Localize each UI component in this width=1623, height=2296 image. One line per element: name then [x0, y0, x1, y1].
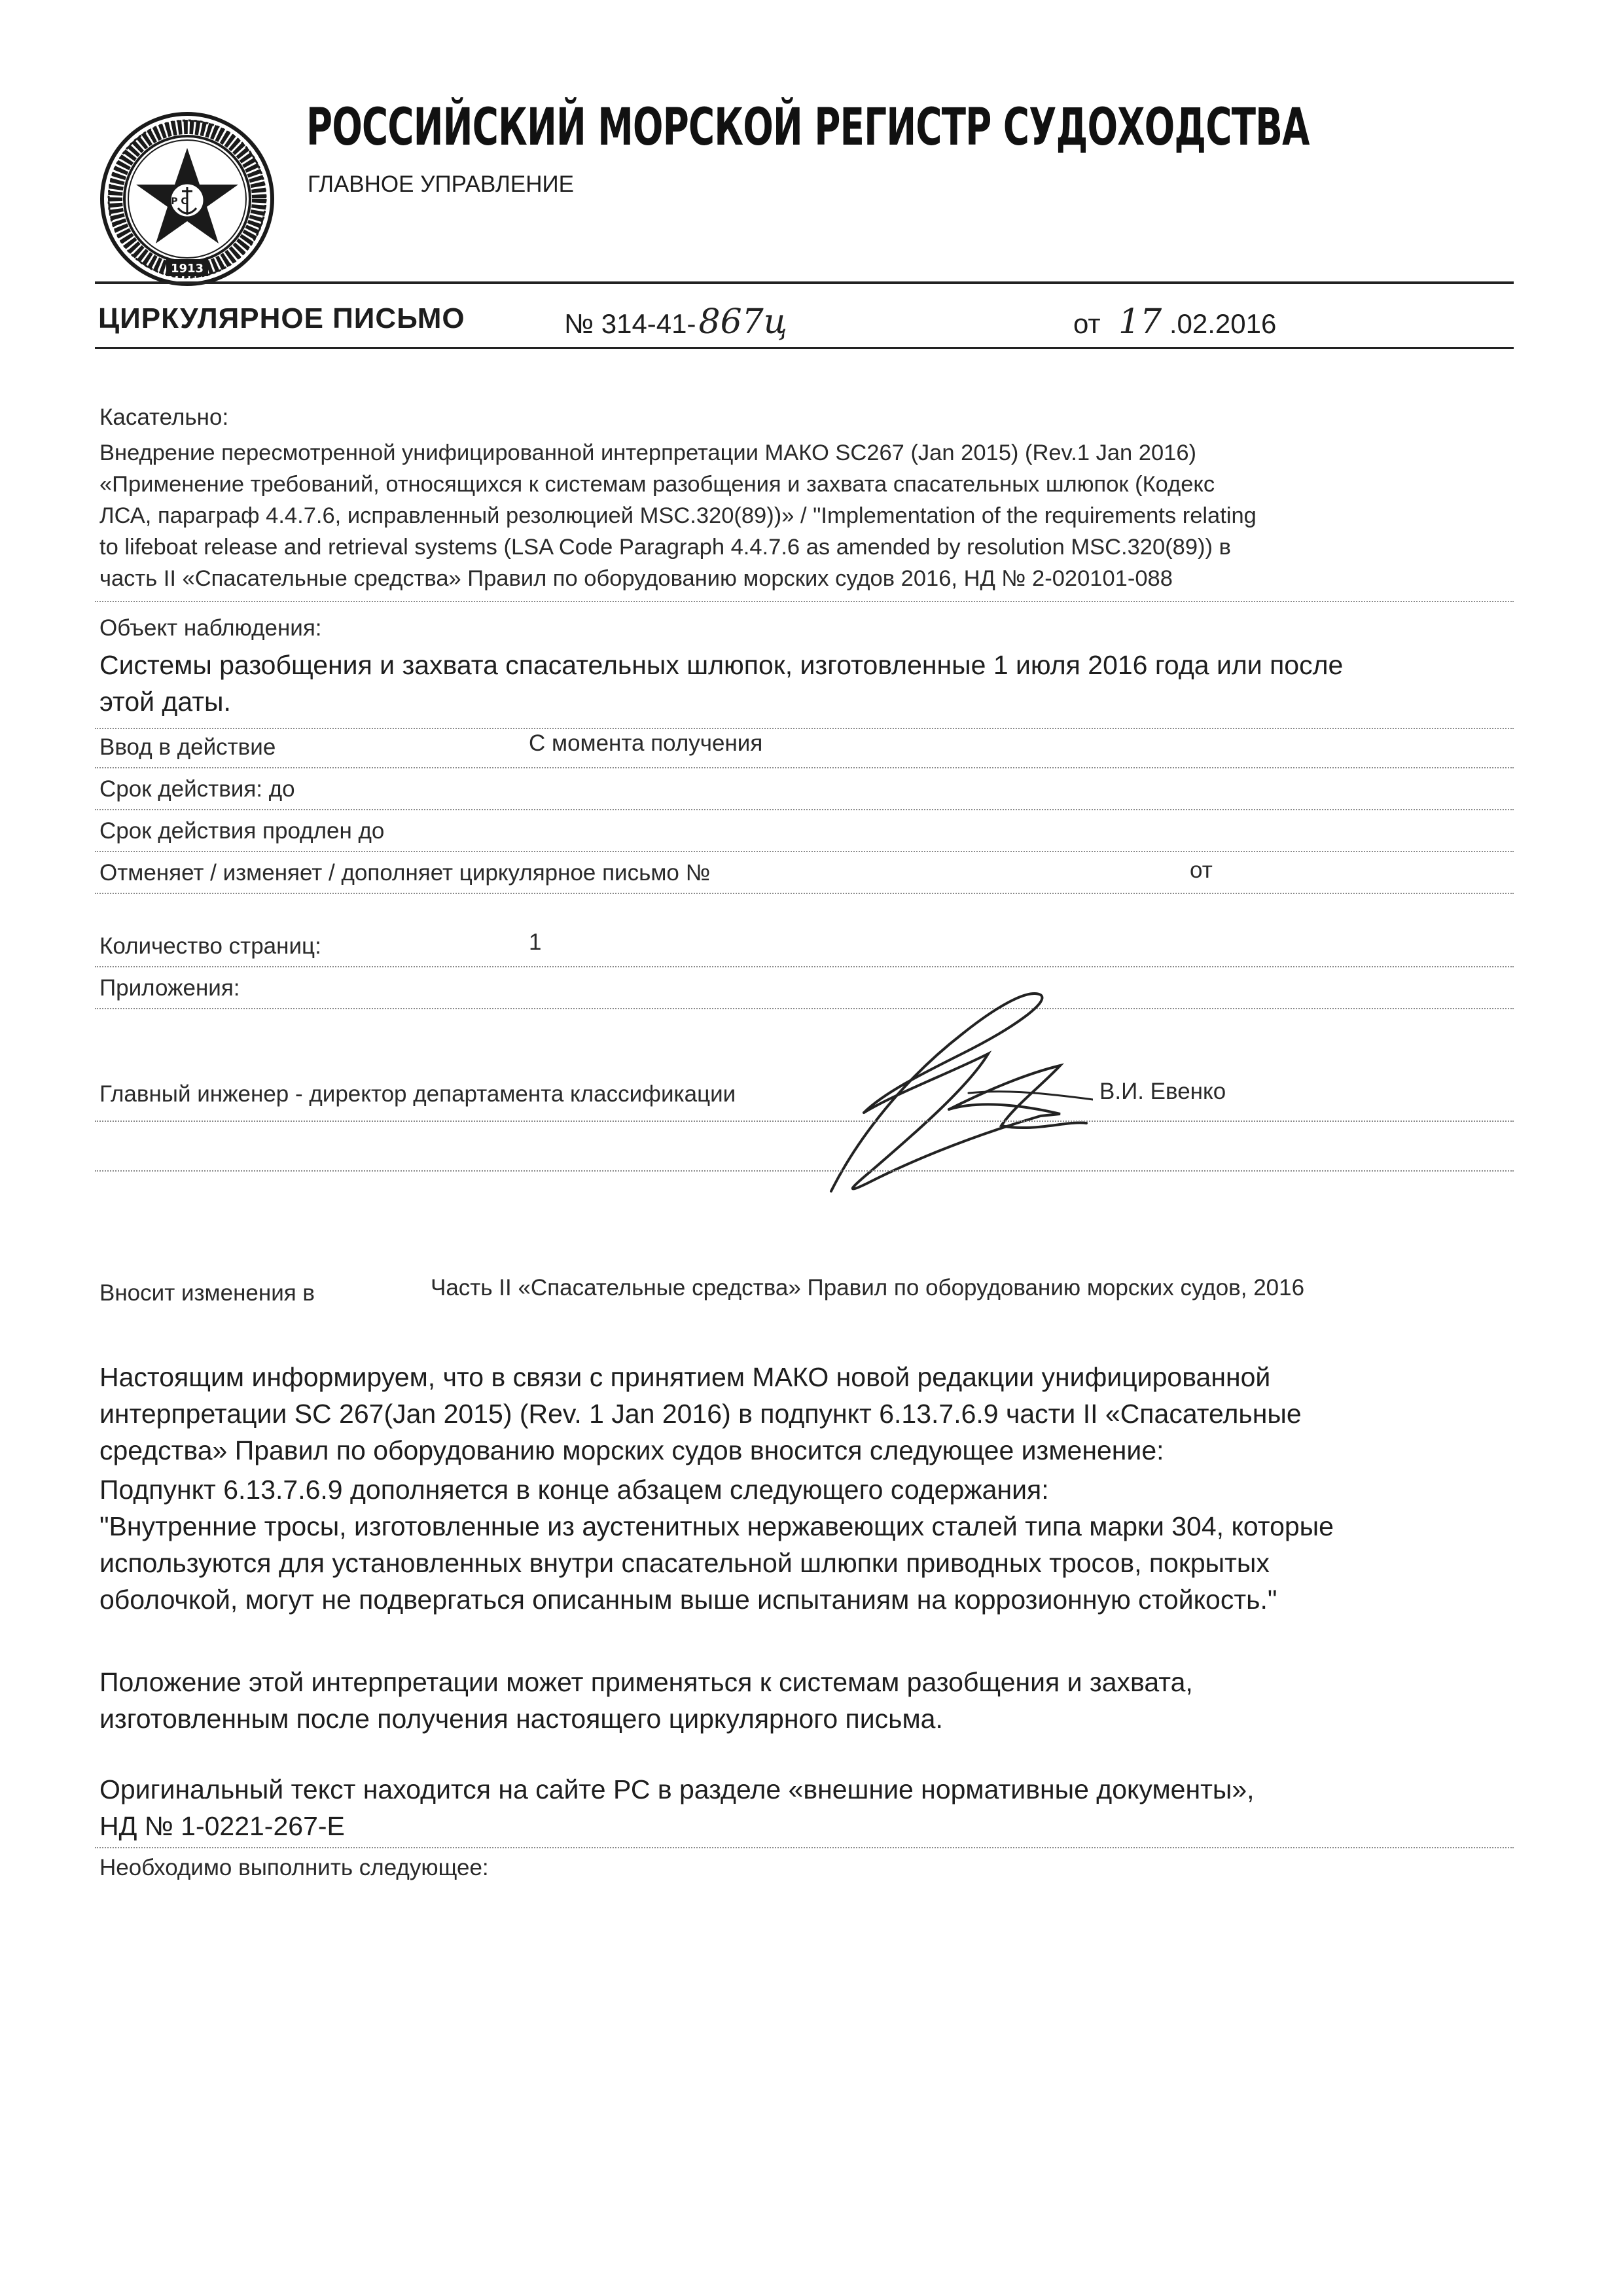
subject-text [99, 437, 1520, 594]
body-paragraph-3 [99, 1664, 1520, 1737]
divider [95, 728, 1514, 729]
divider [95, 1121, 1514, 1122]
body-line: изготовленным после получения настоящего циркулярного письма. [99, 1704, 943, 1734]
cancels-label: Отменяет / изменяет / дополняет циркулярное письмо № [99, 860, 711, 886]
divider [95, 851, 1514, 852]
body-line: интерпретации SC 267(Jan 2015) (Rev. 1 Jan 2016) в подпункт 6.13.7.6.9 части II «Спасательные [99, 1399, 1302, 1429]
quote-line: оболочкой, могут не подвергаться описанным выше испытаниям на коррозионную стойкость." [99, 1585, 1277, 1615]
valid-until-label: Срок действия: до [99, 776, 295, 802]
body-line: Оригинальный текст находится на сайте РС в разделе «внешние нормативные документы», [99, 1774, 1255, 1804]
object-text [99, 647, 1520, 720]
subject-label: Касательно: [99, 404, 229, 430]
organization-subtitle: ГЛАВНОЕ УПРАВЛЕНИЕ [308, 171, 574, 197]
effective-label: Ввод в действие [99, 734, 276, 760]
letter-number-prefix: № 314-41- [564, 308, 696, 339]
pages-label: Количество страниц: [99, 933, 321, 959]
attachments-label: Приложения: [99, 975, 240, 1001]
signatory-name: В.И. Евенко [1099, 1079, 1226, 1104]
header-rule [95, 281, 1514, 284]
body-line: Положение этой интерпретации может применяться к системам разобщения и захвата, [99, 1667, 1193, 1697]
body-quote [99, 1508, 1520, 1618]
object-line: этой даты. [99, 687, 231, 717]
subject-line: «Применение требований, относящихся к системам разобщения и захвата спасательных шлюпок (Кодекс [99, 472, 1215, 497]
divider [95, 767, 1514, 768]
date-day-handwritten: 17 [1118, 302, 1162, 342]
divider [95, 966, 1514, 967]
title-rule [95, 347, 1514, 349]
cancels-from: от [1190, 857, 1213, 883]
circular-letter-date [1073, 302, 1276, 342]
quote-line: "Внутренние тросы, изготовленные из аустенитных нержавеющих сталей типа марки 304, которые [99, 1511, 1334, 1541]
effective-value: С момента получения [529, 730, 763, 756]
divider [95, 893, 1514, 894]
signatory-position: Главный инженер - директор департамента классификации [99, 1081, 736, 1107]
subject-line: часть II «Спасательные средства» Правил по оборудованию морских судов 2016, НД № 2-020101-088 [99, 566, 1173, 591]
circular-letter-title: ЦИРКУЛЯРНОЕ ПИСЬМО [98, 302, 465, 334]
pages-value: 1 [529, 929, 542, 955]
subject-line: ЛСА, параграф 4.4.7.6, исправленный резолюцией MSC.320(89))» / "Implementation of the requirements relating [99, 503, 1257, 528]
seal-year: 1913 [170, 262, 204, 276]
amends-label: Вносит изменения в [99, 1280, 315, 1306]
date-prefix: от [1073, 308, 1101, 339]
divider [95, 809, 1514, 810]
body-line: средства» Правил по оборудованию морских судов вносится следующее изменение: [99, 1435, 1164, 1465]
body-paragraph-4 [99, 1771, 1520, 1844]
letter-number-handwritten: 867ц [698, 302, 788, 342]
amends-value: Часть II «Спасательные средства» Правил по оборудованию морских судов, 2016 [431, 1275, 1305, 1300]
body-line: НД № 1-0221-267-Е [99, 1811, 345, 1841]
object-label: Объект наблюдения: [99, 615, 322, 641]
body-paragraph-1 [99, 1359, 1520, 1469]
seal-letter-r: Р С [171, 196, 188, 207]
register-seal-icon [98, 110, 276, 288]
circular-letter-number [564, 302, 787, 342]
date-rest: .02.2016 [1169, 308, 1277, 339]
quote-line: используются для установленных внутри спасательной шлюпки приводных тросов, покрытых [99, 1548, 1270, 1578]
organization-name: РОССИЙСКИЙ МОРСКОЙ РЕГИСТР СУДОХОДСТВА [306, 98, 1310, 157]
extended-label: Срок действия продлен до [99, 818, 385, 844]
subject-line: Внедрение пересмотренной унифицированной интерпретации МАКО SC267 (Jan 2015) (Rev.1 Jan 2016) [99, 440, 1197, 465]
body-line: Настоящим информируем, что в связи с принятием МАКО новой редакции унифицированной [99, 1362, 1271, 1392]
todo-label: Необходимо выполнить следующее: [99, 1855, 489, 1880]
divider [95, 601, 1514, 602]
signature-icon [753, 975, 1093, 1224]
divider [95, 1847, 1514, 1848]
subject-line: to lifeboat release and retrieval systems (LSA Code Paragraph 4.4.7.6 as amended by resolution MSC.320(89)) в [99, 535, 1231, 560]
object-line: Системы разобщения и захвата спасательных шлюпок, изготовленные 1 июля 2016 года или после [99, 650, 1344, 680]
body-paragraph-2: Подпункт 6.13.7.6.9 дополняется в конце абзацем следующего содержания: [99, 1475, 1049, 1505]
divider [95, 1170, 1514, 1172]
